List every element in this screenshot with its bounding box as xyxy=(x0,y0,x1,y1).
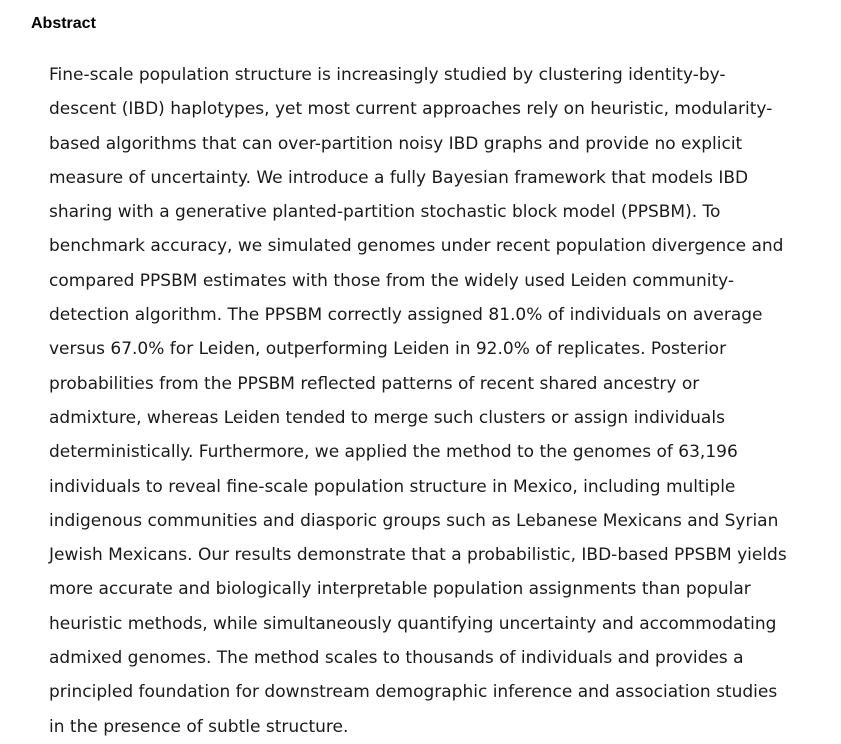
abstract-line: measure of uncertainty. We introduce a fully Bayesian framework that models IBD xyxy=(49,167,749,188)
abstract-line: descent (IBD) haplotypes, yet most current approaches rely on heuristic, modularity- xyxy=(49,99,773,120)
abstract-line: more accurate and biologically interpretable population assignments than popular xyxy=(49,579,751,600)
abstract-line: Fine-scale population structure is increasingly studied by clustering identity-by- xyxy=(49,65,726,85)
abstract-line: indigenous communities and diasporic groups such as Lebanese Mexicans and Syrian xyxy=(49,510,779,531)
abstract-line: individuals to reveal fine-scale population structure in Mexico, including multiple xyxy=(49,476,736,497)
abstract-body xyxy=(49,58,829,744)
abstract-line: sharing with a generative planted-partition stochastic block model (PPSBM). To xyxy=(49,202,721,223)
abstract-line: Jewish Mexicans. Our results demonstrate that a probabilistic, IBD-based PPSBM yields xyxy=(49,545,787,566)
abstract-line: based algorithms that can over-partition noisy IBD graphs and provide no explicit xyxy=(49,133,743,154)
abstract-line: detection algorithm. The PPSBM correctly assigned 81.0% of individuals on average xyxy=(49,305,763,326)
abstract-line: heuristic methods, while simultaneously quantifying uncertainty and accommodating xyxy=(49,613,777,634)
abstract-line: admixture, whereas Leiden tended to merge such clusters or assign individuals xyxy=(49,407,725,428)
abstract-line: principled foundation for downstream demographic inference and association studies xyxy=(49,682,778,703)
abstract-line: admixed genomes. The method scales to thousands of individuals and provides a xyxy=(49,648,744,669)
abstract-line: benchmark accuracy, we simulated genomes under recent population divergence and xyxy=(49,236,784,257)
abstract-line: compared PPSBM estimates with those from the widely used Leiden community- xyxy=(49,270,735,291)
abstract-heading: Abstract xyxy=(31,15,96,32)
abstract-line: probabilities from the PPSBM reflected patterns of recent shared ancestry or xyxy=(49,373,700,394)
abstract-line: deterministically. Furthermore, we applied the method to the genomes of 63,196 xyxy=(49,442,738,463)
abstract-line: in the presence of subtle structure. xyxy=(49,716,349,737)
abstract-line: versus 67.0% for Leiden, outperforming Leiden in 92.0% of replicates. Posterior xyxy=(49,339,727,360)
